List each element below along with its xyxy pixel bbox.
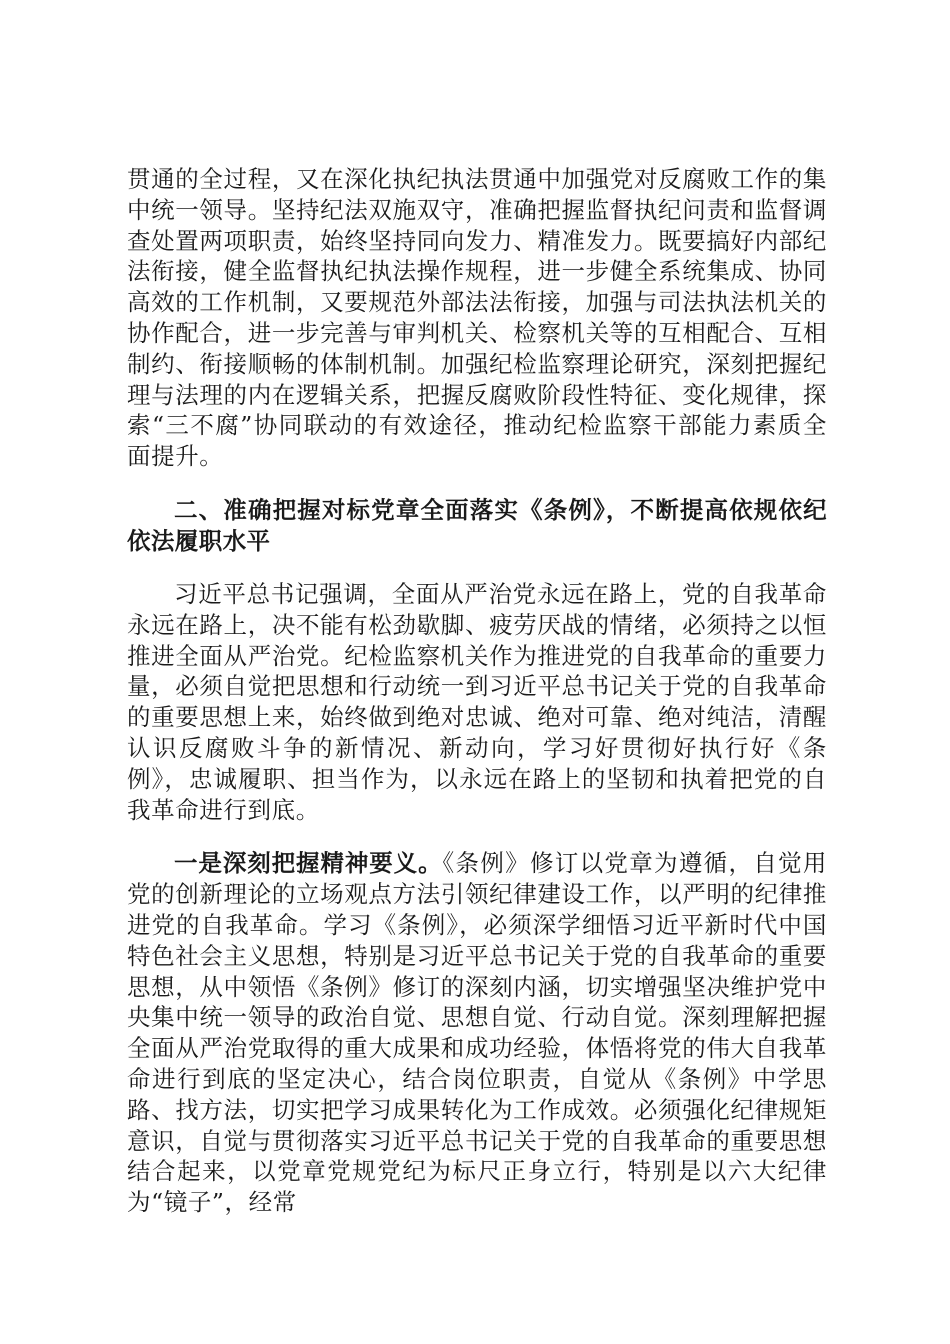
document-body xyxy=(127,164,827,1218)
continuation-paragraph: 贯通的全过程，又在深化执纪执法贯通中加强党对反腐败工作的集中统一领导。坚持纪法双施双守，准确把握监督执纪问责和监督调查处置两项职责，始终坚持同向发力、精准发力。既要搞好内部纪法衔接，健全监督执纪执法操作规程，进一步健全系统集成、协同高效的工作机制，又要规范外部法法衔接，加强与司法执法机关的协作配合，进一步完善与审判机关、检察机关等的互相配合、互相制约、衔接顺畅的体制机制。加强纪检监察理论研究，深刻把握纪理与法理的内在逻辑关系，把握反腐败阶段性特征、变化规律，探索“三不腐”协同联动的有效途径，推动纪检监察干部能力素质全面提升。 xyxy=(127,165,827,471)
paragraph-body-text: 《条例》修订以党章为遵循，自觉用党的创新理论的立场观点方法引领纪律建设工作，以严明的纪律推进党的自我革命。学习《条例》，必须深学细悟习近平新时代中国特色社会主义思想，特别是习近平总书记关于党的自我革命的重要思想，从中领悟《条例》修订的深刻内涵，切实增强坚决维护党中央集中统一领导的政治自觉、思想自觉、行动自觉。深刻理解把握全面从严治党取得的重大成果和成功经验，体悟将党的伟大自我革命进行到底的坚定决心，结合岗位职责，自觉从《条例》中学思路、找方法，切实把学习成果转化为工作成效。必须强化纪律规矩意识，自觉与贯彻落实习近平总书记关于党的自我革命的重要思想结合起来，以党章党规党纪为标尺正身立行，特别是以六大纪律为“镜子”，经常 xyxy=(127,849,827,1217)
section-heading: 二、准确把握对标党章全面落实《条例》，不断提高依规依纪依法履职水平 xyxy=(127,495,827,556)
paragraph-lead-phrase: 一是深刻把握精神要义。 xyxy=(174,849,443,878)
body-paragraph-with-lead xyxy=(127,848,827,1218)
body-paragraph: 习近平总书记强调，全面从严治党永远在路上，党的自我革命永远在路上，决不能有松劲歇脚、疲劳厌战的情绪，必须持之以恒推进全面从严治党。纪检监察机关作为推进党的自我革命的重要力量，必须自觉把思想和行动统一到习近平总书记关于党的自我革命的重要思想上来，始终做到绝对忠诚、绝对可靠、绝对纯洁，清醒认识反腐败斗争的新情况、新动向，学习好贯彻好执行好《条例》，忠诚履职、担当作为，以永远在路上的坚韧和执着把党的自我革命进行到底。 xyxy=(127,579,827,824)
